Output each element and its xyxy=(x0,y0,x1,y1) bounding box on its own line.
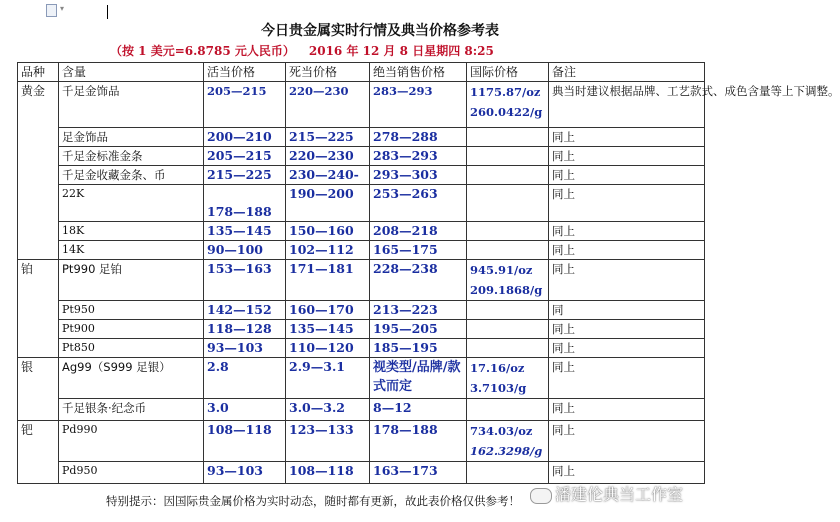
intl-price xyxy=(467,320,549,339)
header-note: 备注 xyxy=(549,63,705,82)
item-name: Pt850 xyxy=(59,339,204,358)
sale-price: 253—263 xyxy=(370,185,467,222)
dead-price: 150—160 xyxy=(286,222,370,241)
sale-price: 228—238 xyxy=(370,260,467,301)
note: 同上 xyxy=(549,241,705,260)
item-name: 千足金标准金条 xyxy=(59,147,204,166)
dead-price: 123—133 xyxy=(286,421,370,462)
note: 同 xyxy=(549,301,705,320)
editor-toolbar xyxy=(0,0,720,22)
intl-price-g: 3.7103/g xyxy=(470,381,527,395)
table-row xyxy=(18,241,705,260)
item-name: Pt990 足铂 xyxy=(59,260,204,301)
item-name: 千足金饰品 xyxy=(59,82,204,128)
table-row xyxy=(18,82,705,128)
footer-notice: 特别提示：因国际贵金属价格为实时动态，随时都有更新，故此表价格仅供参考！ xyxy=(106,494,520,508)
intl-price xyxy=(467,260,549,301)
watermark-text: 潘建伦典当工作室 xyxy=(555,485,684,504)
live-price: 178—188 xyxy=(204,185,286,222)
intl-price-g: 162.3298/g xyxy=(470,444,543,458)
item-name: 足金饰品 xyxy=(59,128,204,147)
category-palladium: 钯 xyxy=(18,421,59,484)
note: 同上 xyxy=(549,462,705,484)
sale-price: 283—293 xyxy=(370,82,467,128)
note: 同上 xyxy=(549,222,705,241)
table-row xyxy=(18,320,705,339)
intl-price xyxy=(467,82,549,128)
intl-price xyxy=(467,339,549,358)
note: 同上 xyxy=(549,166,705,185)
intl-price xyxy=(467,462,549,484)
dead-price: 135—145 xyxy=(286,320,370,339)
note: 同上 xyxy=(549,421,705,462)
chevron-down-icon[interactable]: ▾ xyxy=(60,4,65,13)
live-price: 2.8 xyxy=(204,358,286,399)
table-row xyxy=(18,166,705,185)
item-name: Pd990 xyxy=(59,421,204,462)
table-row xyxy=(18,260,705,301)
note: 典当时建议根据品牌、工艺款式、成色含量等上下调整。 xyxy=(549,82,705,128)
wechat-icon xyxy=(530,488,552,504)
live-price: 135—145 xyxy=(204,222,286,241)
intl-price xyxy=(467,128,549,147)
table-header-row xyxy=(18,63,705,82)
note: 同上 xyxy=(549,358,705,399)
header-content: 含量 xyxy=(59,63,204,82)
note: 同上 xyxy=(549,399,705,421)
live-price: 215—225 xyxy=(204,166,286,185)
table-row xyxy=(18,222,705,241)
intl-price xyxy=(467,241,549,260)
table-row xyxy=(18,462,705,484)
sale-price: 283—293 xyxy=(370,147,467,166)
intl-price-g: 260.0422/g xyxy=(470,105,543,119)
page-title: 今日贵金属实时行情及典当价格参考表 xyxy=(261,23,499,39)
watermark xyxy=(530,482,683,505)
table-row xyxy=(18,185,705,222)
dead-price: 190—200 xyxy=(286,185,370,222)
item-name: 千足金收藏金条、币 xyxy=(59,166,204,185)
item-name: 14K xyxy=(59,241,204,260)
text-cursor xyxy=(107,5,108,19)
dead-price: 3.0—3.2 xyxy=(286,399,370,421)
item-name: Pd950 xyxy=(59,462,204,484)
intl-price xyxy=(467,147,549,166)
document-icon[interactable] xyxy=(46,4,57,17)
sale-price: 185—195 xyxy=(370,339,467,358)
dead-price: 220—230 xyxy=(286,82,370,128)
intl-price xyxy=(467,421,549,462)
intl-price xyxy=(467,399,549,421)
dead-price: 230—240- xyxy=(286,166,370,185)
sale-price: 165—175 xyxy=(370,241,467,260)
header-dead-price: 死当价格 xyxy=(286,63,370,82)
price-table xyxy=(17,62,840,484)
table-row xyxy=(18,339,705,358)
table-row xyxy=(18,358,705,399)
header-intl-price: 国际价格 xyxy=(467,63,549,82)
item-name: 22K xyxy=(59,185,204,222)
item-name: Ag99（S999 足银） xyxy=(59,358,204,399)
intl-price-oz: 734.03/oz xyxy=(470,424,533,438)
category-gold: 黄金 xyxy=(18,82,59,260)
intl-price xyxy=(467,222,549,241)
intl-price-g: 209.1868/g xyxy=(470,283,543,297)
item-name: 18K xyxy=(59,222,204,241)
sale-price: 195—205 xyxy=(370,320,467,339)
category-silver: 银 xyxy=(18,358,59,421)
live-price: 205—215 xyxy=(204,147,286,166)
note: 同上 xyxy=(549,320,705,339)
intl-price xyxy=(467,166,549,185)
intl-price-oz: 1175.87/oz xyxy=(470,85,541,99)
dead-price: 215—225 xyxy=(286,128,370,147)
note: 同上 xyxy=(549,185,705,222)
intl-price xyxy=(467,185,549,222)
category-platinum: 铂 xyxy=(18,260,59,358)
dead-price: 2.9—3.1 xyxy=(286,358,370,399)
live-price: 93—103 xyxy=(204,339,286,358)
header-sale-price: 绝当销售价格 xyxy=(370,63,467,82)
intl-price-oz: 945.91/oz xyxy=(470,263,533,277)
intl-price xyxy=(467,358,549,399)
sale-price: 208—218 xyxy=(370,222,467,241)
sale-price: 213—223 xyxy=(370,301,467,320)
live-price: 118—128 xyxy=(204,320,286,339)
live-price: 3.0 xyxy=(204,399,286,421)
table-row xyxy=(18,128,705,147)
item-name: Pt950 xyxy=(59,301,204,320)
intl-price-oz: 17.16/oz xyxy=(470,361,525,375)
sale-price: 293—303 xyxy=(370,166,467,185)
table-row xyxy=(18,421,705,462)
sale-price: 278—288 xyxy=(370,128,467,147)
intl-price xyxy=(467,301,549,320)
live-price: 93—103 xyxy=(204,462,286,484)
live-price: 90—100 xyxy=(204,241,286,260)
live-price: 142—152 xyxy=(204,301,286,320)
dead-price: 160—170 xyxy=(286,301,370,320)
table-row xyxy=(18,147,705,166)
sale-price: 8—12 xyxy=(370,399,467,421)
item-name: Pt900 xyxy=(59,320,204,339)
note: 同上 xyxy=(549,147,705,166)
exchange-rate: （按 1 美元=6.8785 元人民币） xyxy=(110,44,295,58)
live-price: 200—210 xyxy=(204,128,286,147)
live-price: 205—215 xyxy=(204,82,286,128)
dead-price: 171—181 xyxy=(286,260,370,301)
header-live-price: 活当价格 xyxy=(204,63,286,82)
live-price: 108—118 xyxy=(204,421,286,462)
dead-price: 108—118 xyxy=(286,462,370,484)
dead-price: 110—120 xyxy=(286,339,370,358)
sale-price: 178—188 xyxy=(370,421,467,462)
note: 同上 xyxy=(549,260,705,301)
header-category: 品种 xyxy=(18,63,59,82)
dead-price: 220—230 xyxy=(286,147,370,166)
table-row xyxy=(18,399,705,421)
sale-price: 视类型/品牌/款式而定 xyxy=(370,358,467,399)
dead-price: 102—112 xyxy=(286,241,370,260)
note: 同上 xyxy=(549,128,705,147)
note: 同上 xyxy=(549,339,705,358)
sale-price: 163—173 xyxy=(370,462,467,484)
report-date: 2016 年 12 月 8 日星期四 8:25 xyxy=(308,44,494,58)
item-name: 千足银条·纪念币 xyxy=(59,399,204,421)
table-row xyxy=(18,301,705,320)
page-subtitle xyxy=(110,42,494,59)
live-price: 153—163 xyxy=(204,260,286,301)
